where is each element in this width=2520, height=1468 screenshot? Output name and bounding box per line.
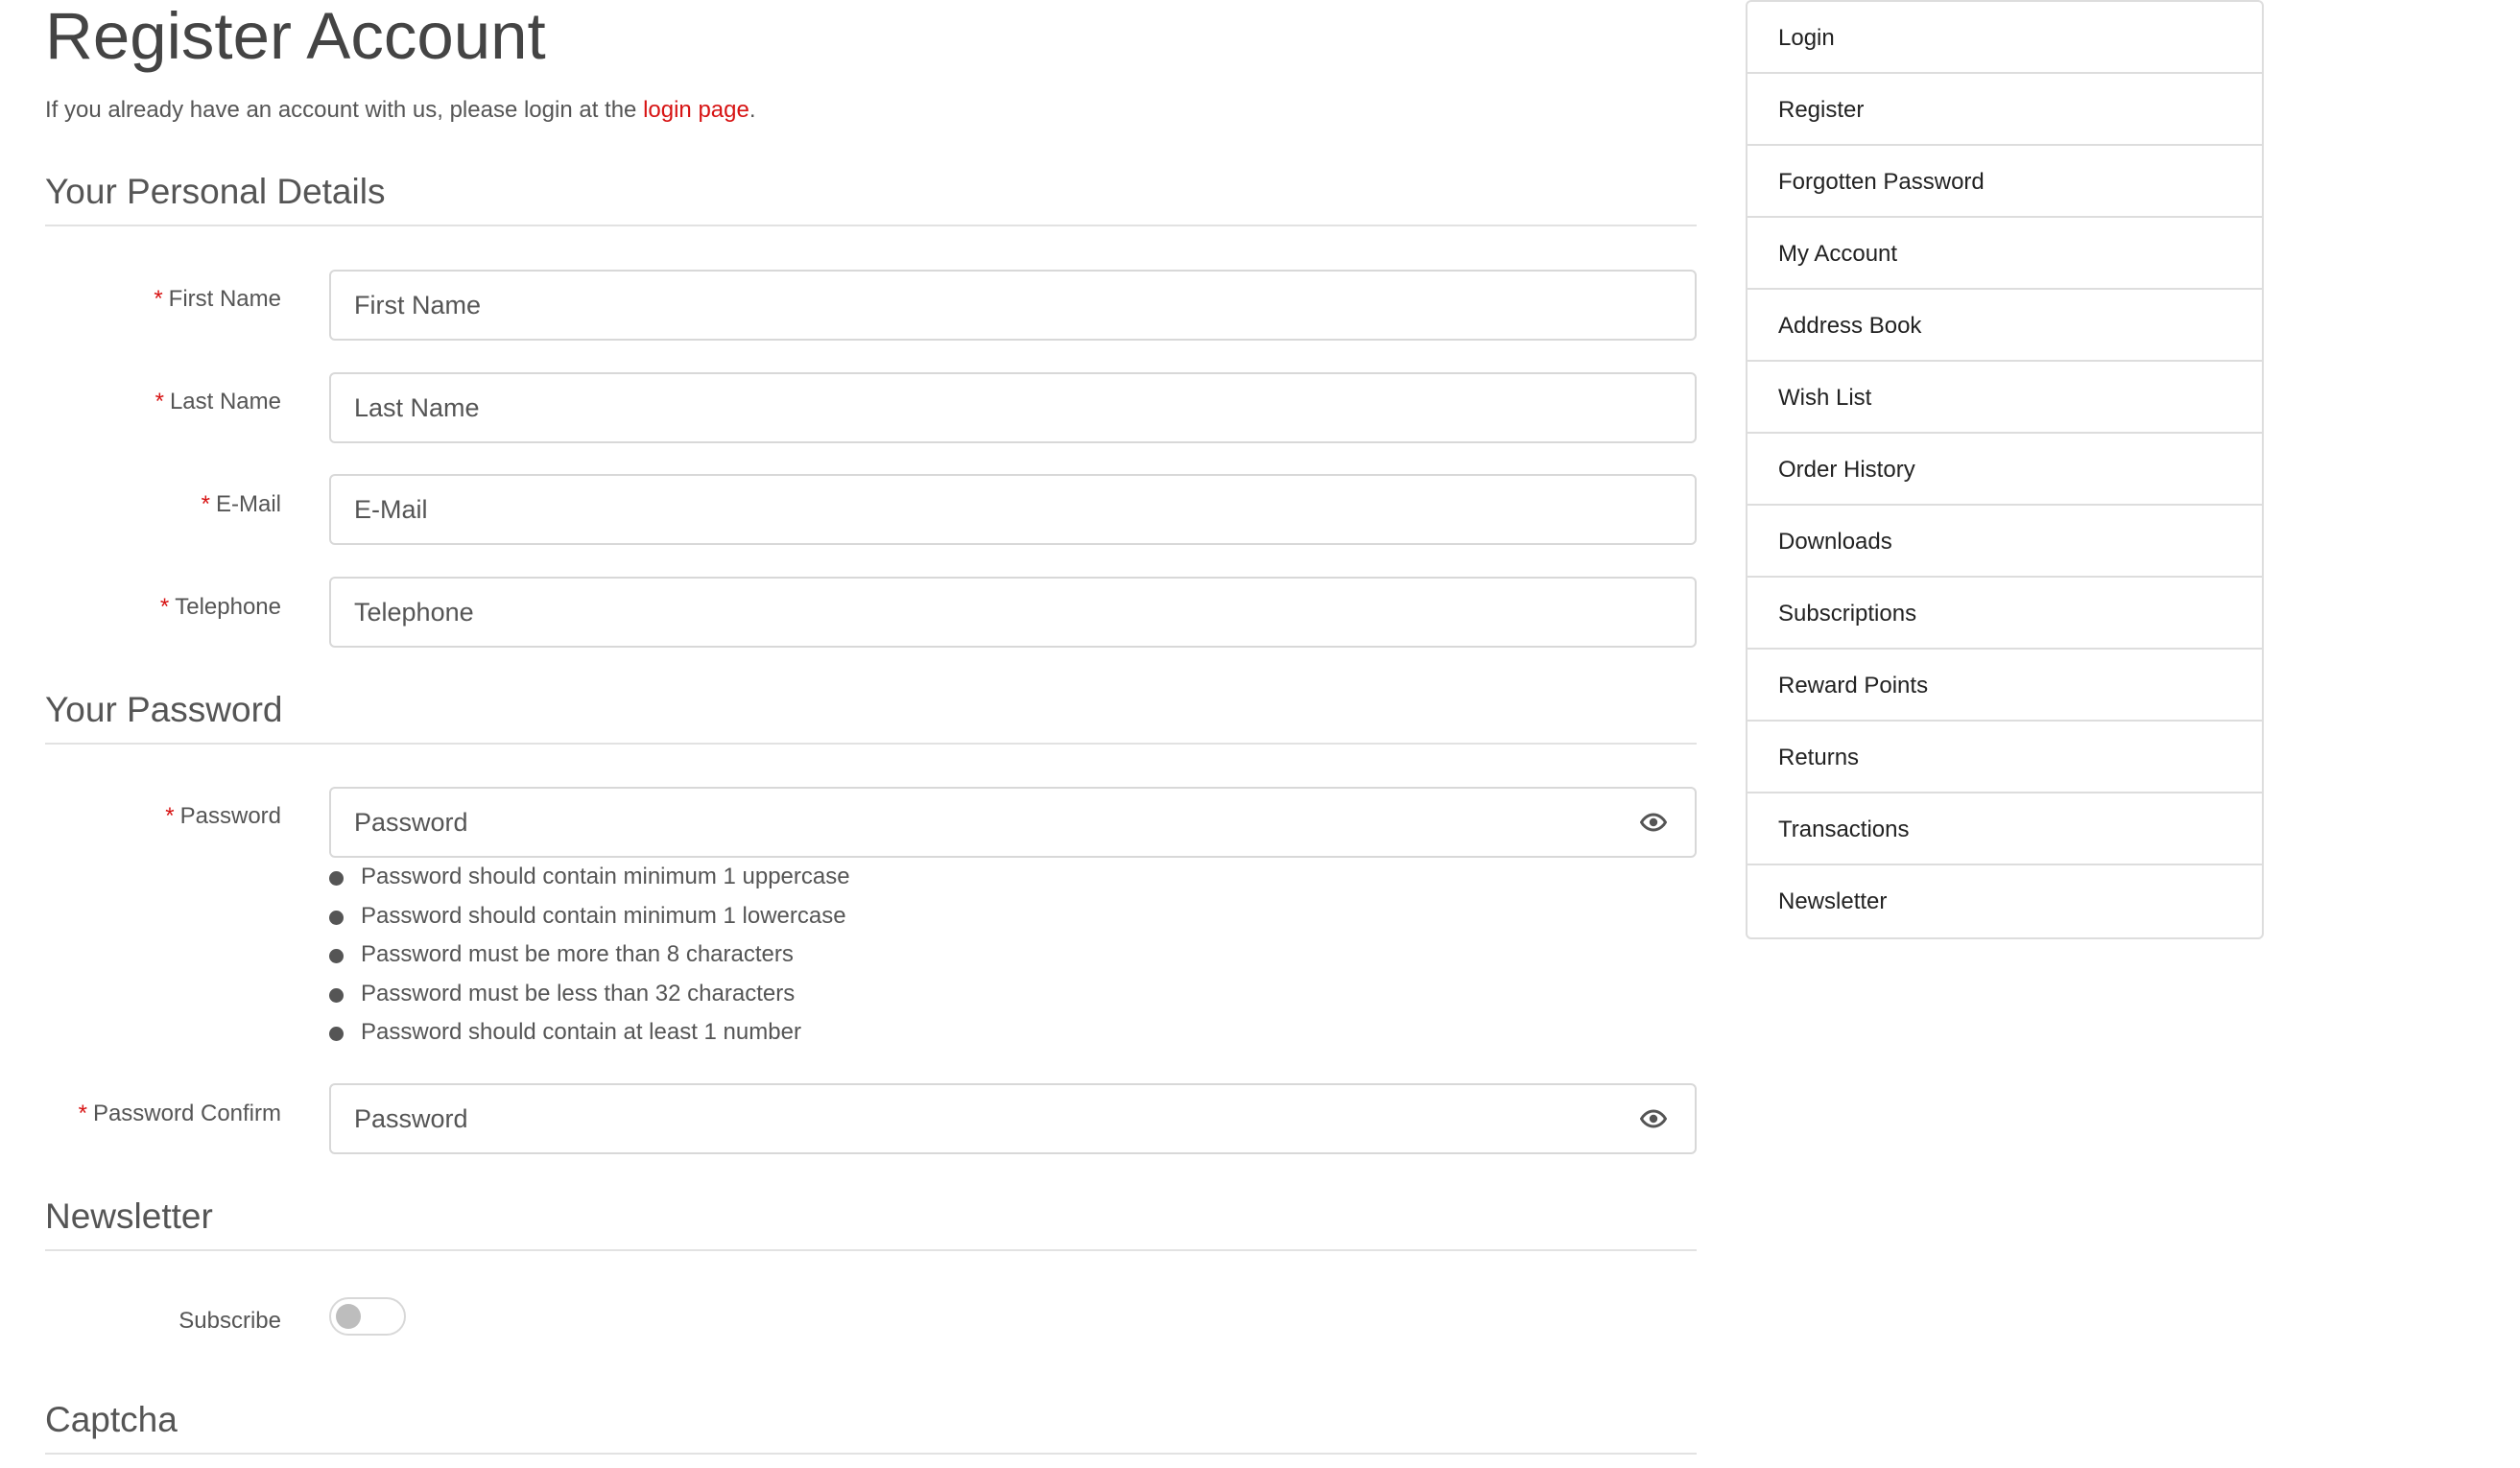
telephone-label-text: Telephone (175, 594, 281, 620)
password-rule-text: Password must be more than 8 characters (361, 941, 794, 968)
password-rule-item (329, 935, 850, 975)
eye-icon-glyph (1640, 1109, 1667, 1128)
sidebar-item-downloads[interactable]: Downloads (1747, 506, 2262, 578)
account-sidebar (1746, 0, 2264, 939)
password-label (45, 802, 281, 831)
sidebar-item-address-book[interactable]: Address Book (1747, 290, 2262, 362)
telephone-input[interactable] (329, 577, 1697, 648)
bullet-dot (329, 949, 344, 963)
sidebar-item-wish-list[interactable]: Wish List (1747, 362, 2262, 434)
telephone-label (45, 593, 281, 622)
sidebar-item-register[interactable]: Register (1747, 74, 2262, 146)
section-personal-details: Your Personal Details (45, 171, 1697, 226)
required-marker: * (165, 803, 175, 829)
password-rule-item (329, 897, 850, 936)
section-captcha: Captcha (45, 1399, 1697, 1455)
password-rule-item (329, 858, 850, 897)
required-marker: * (155, 389, 164, 414)
page-title: Register Account (45, 0, 546, 73)
password-rule-item (329, 1013, 850, 1053)
sidebar-item-newsletter[interactable]: Newsletter (1778, 888, 1888, 914)
password-confirm-label-text: Password Confirm (92, 1101, 281, 1126)
password-label-text: Password (179, 803, 281, 829)
sidebar-item-forgotten-password[interactable]: Forgotten Password (1747, 146, 2262, 218)
eye-icon[interactable] (1638, 807, 1669, 838)
password-rule-item (329, 975, 850, 1014)
first-name-label (45, 285, 281, 314)
sidebar-item-transactions[interactable]: Transactions (1747, 793, 2262, 865)
sidebar-item-returns[interactable]: Returns (1747, 722, 2262, 793)
login-page-link[interactable]: login page (643, 97, 749, 123)
login-prompt (45, 96, 756, 125)
bullet-dot (329, 1027, 344, 1041)
bullet-dot (329, 988, 344, 1003)
email-label-text: E-Mail (215, 491, 281, 517)
password-confirm-label (45, 1100, 281, 1128)
password-rules-list (329, 858, 850, 1053)
last-name-input[interactable] (329, 372, 1697, 443)
password-confirm-input[interactable] (329, 1083, 1697, 1154)
bullet-dot (329, 871, 344, 886)
required-marker: * (201, 491, 210, 517)
section-newsletter: Newsletter (45, 1196, 1697, 1251)
sidebar-item-login[interactable]: Login (1747, 2, 2262, 74)
last-name-label-text: Last Name (169, 389, 281, 414)
subscribe-label: Subscribe (178, 1308, 281, 1334)
section-your-password: Your Password (45, 689, 1697, 745)
login-prompt-text: If you already have an account with us, please login at the (45, 97, 644, 123)
eye-icon-glyph (1640, 813, 1667, 832)
login-prompt-suffix: . (749, 97, 756, 123)
password-rule-text: Password must be less than 32 characters (361, 980, 796, 1006)
required-marker: * (78, 1101, 87, 1126)
sidebar-item-reward-points[interactable]: Reward Points (1747, 650, 2262, 722)
email-label (45, 490, 281, 519)
sidebar-item-order-history[interactable]: Order History (1747, 434, 2262, 506)
required-marker: * (159, 594, 170, 620)
eye-icon[interactable] (1638, 1103, 1669, 1134)
first-name-label-text: First Name (168, 286, 281, 312)
first-name-input[interactable] (329, 270, 1697, 341)
password-rule-text: Password should contain at least 1 number (361, 1019, 801, 1046)
subscribe-toggle[interactable] (329, 1297, 406, 1336)
last-name-label (45, 388, 281, 416)
password-rule-text: Password should contain minimum 1 lowercase (361, 902, 846, 929)
password-rule-text: Password should contain minimum 1 uppercase (361, 864, 850, 889)
sidebar-item-my-account[interactable]: My Account (1747, 218, 2262, 290)
password-input[interactable] (329, 787, 1697, 858)
bullet-dot (329, 911, 344, 925)
sidebar-item-subscriptions[interactable]: Subscriptions (1747, 578, 2262, 650)
required-marker: * (154, 286, 163, 312)
email-input[interactable] (329, 474, 1697, 545)
toggle-knob (336, 1304, 361, 1329)
